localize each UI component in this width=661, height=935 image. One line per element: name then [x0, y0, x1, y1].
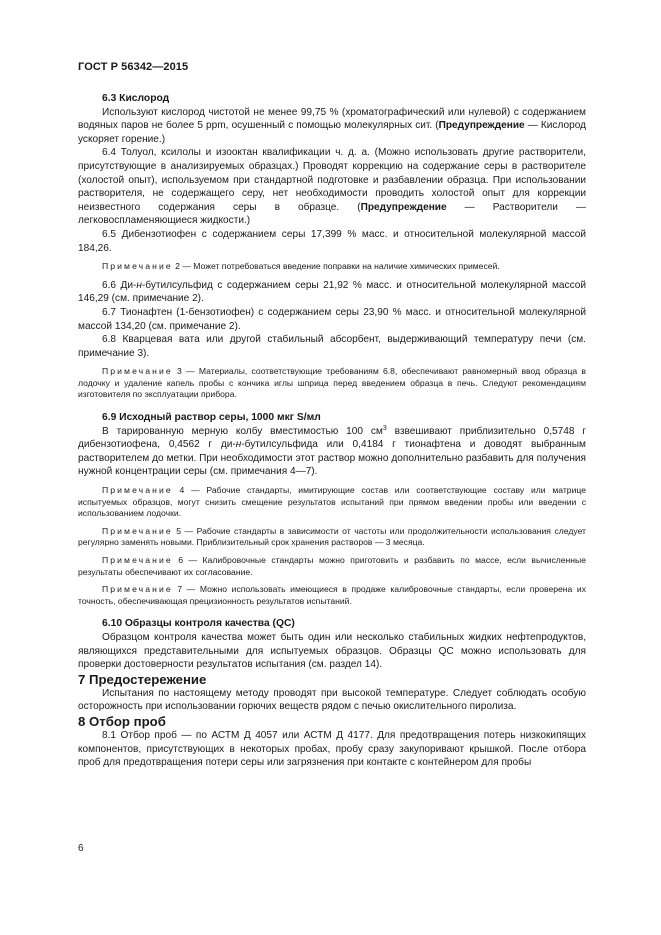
section-6-10-title: 6.10 Образцы контроля качества (QC)	[102, 618, 295, 630]
section-7-text: Испытания по настоящему методу проводят при высокой температуре. Следует соблюдать особую осторожность при использовании горючих веществ рядом с печью окислительного пиролиза.	[78, 687, 586, 713]
section-7-title: 7 Предостережение	[78, 671, 207, 687]
section-8-text: 8.1 Отбор проб — по АСТМ Д 4057 или АСТМ Д 4177. Для предотвращения потерь низкокипящих компонентов, присутствующих в некоторых пробах, пробу сразу закупоривают крышкой. После отбора проб для предотвращения потери серы или загрязнения при контакте с контейнером для пробы	[78, 729, 586, 769]
item-6-7: 6.7 Тионафтен (1-бензотиофен) с содержанием серы 23,90 % масс. и относительной молекулярной массой 134,20 (см. примечание 2).	[78, 306, 586, 332]
item-6-5: 6.5 Дибензотиофен с содержанием серы 17,399 % масс. и относительной молекулярной массой 184,26.	[78, 228, 586, 254]
note-label: Примечание	[102, 555, 173, 565]
section-6-3-title: 6.3 Кислород	[102, 93, 170, 104]
note-3: Примечание 3 — Материалы, соответствующие требованиям 6.8, обеспечивают равномерный ввод образца в лодочку и удаление капель пробы с кончика иглы шприца перед введением образца в печь. Следуют рекомендациям изготовителя по эксплуатации прибора.	[78, 366, 586, 400]
note-4: Примечание 4 — Рабочие стандарты, имитирующие состав или соответствующие составу или матрице испытуемых образцов, могут снизить смещение результатов испытаний при прямом введении пробы или введении с использованием лодочки.	[78, 485, 586, 519]
note-label: Примечание	[102, 366, 173, 377]
item-6-8: 6.8 Кварцевая вата или другой стабильный абсорбент, выдерживающий температуру печи (см. примечание 3).	[78, 334, 586, 359]
note-7: Примечание 7 — Можно использовать имеющиеся в продаже калибровочные стандарты, если проверена их точность, обеспечивающая прецизионность результатов испытаний.	[78, 584, 586, 606]
section-6-9-title: 6.9 Исходный раствор серы, 1000 мкг S/мл	[102, 412, 321, 424]
page-content	[78, 92, 586, 770]
note-2: Примечание 2 — Может потребоваться введение поправки на наличие химических примесей.	[102, 261, 500, 272]
warning-label: Предупреждение	[360, 201, 447, 213]
page-number: 6	[78, 843, 84, 854]
warning-label: Предупреждение	[438, 120, 525, 132]
note-6: Примечание 6 — Калибровочные стандарты можно приготовить и разбавить по массе, если вычисленные результаты обеспечивают их согласование.	[78, 555, 586, 577]
standard-code-header: ГОСТ Р 56342—2015	[78, 61, 189, 73]
note-5: Примечание 5 — Рабочие стандарты в зависимости от частоты или продолжительности использования следует регулярно заменять новыми. Приблизительный срок хранения растворов — 3 месяца.	[78, 525, 586, 548]
note-label: Примечание	[102, 261, 173, 272]
section-6-3-text: Используют кислород чистотой не менее 99,75 % (хроматографический или нулевой) с содержанием водяных паров не более 5 ppm, осушенный с помощью молекулярных сит. (Предупреждение — Кислород ускоряет горение.)	[78, 106, 586, 145]
note-label: Примечание	[102, 525, 173, 536]
item-6-6: 6.6 Ди-н-бутилсульфид с содержанием серы 21,92 % масс. и относительной молекулярной массой 146,29 (см. примечание 2).	[78, 279, 586, 305]
section-6-9-text: В тарированную мерную колбу вместимостью 100 $см^3$ взвешивают приблизительно 0,5748 г дибензотиофена, 0,4562 г ди-н-бутилсульфида или 0,4184 г тионафтена и доводят выбранным растворителем до метки. При необходимости этот раствор можно дополнительно разбавить для получения нужной концентрации серы (см. примечания 4—7).	[78, 424, 587, 478]
item-6-4: 6.4 Толуол, ксилолы и изооктан квалификации ч. д. а. (Можно использовать другие растворители, присутствующие в анализируемых образцах.) Проводят коррекцию на содержание серы в растворителе (холостой опыт), используемом при стандартной подготовке и разбавлении образца. При использовании растворителя, не содержащего серу, нет необходимости проводить холостой опыт для коррекции неизвестного содержания серы в образце. (Предупреждение — Растворители — легковоспламеняющиеся жидкости.)	[78, 147, 586, 227]
note-label: Примечание	[102, 584, 173, 595]
section-8-title: 8 Отбор проб	[78, 713, 166, 729]
section-6-10-text: Образцом контроля качества может быть один или несколько стабильных жидких нефтепродуктов, являющихся представительными для испытуемых образцов. Образцы QC можно использовать для проверки достоверности результатов испытания (см. раздел 14).	[78, 631, 586, 671]
note-label: Примечание	[102, 485, 173, 496]
